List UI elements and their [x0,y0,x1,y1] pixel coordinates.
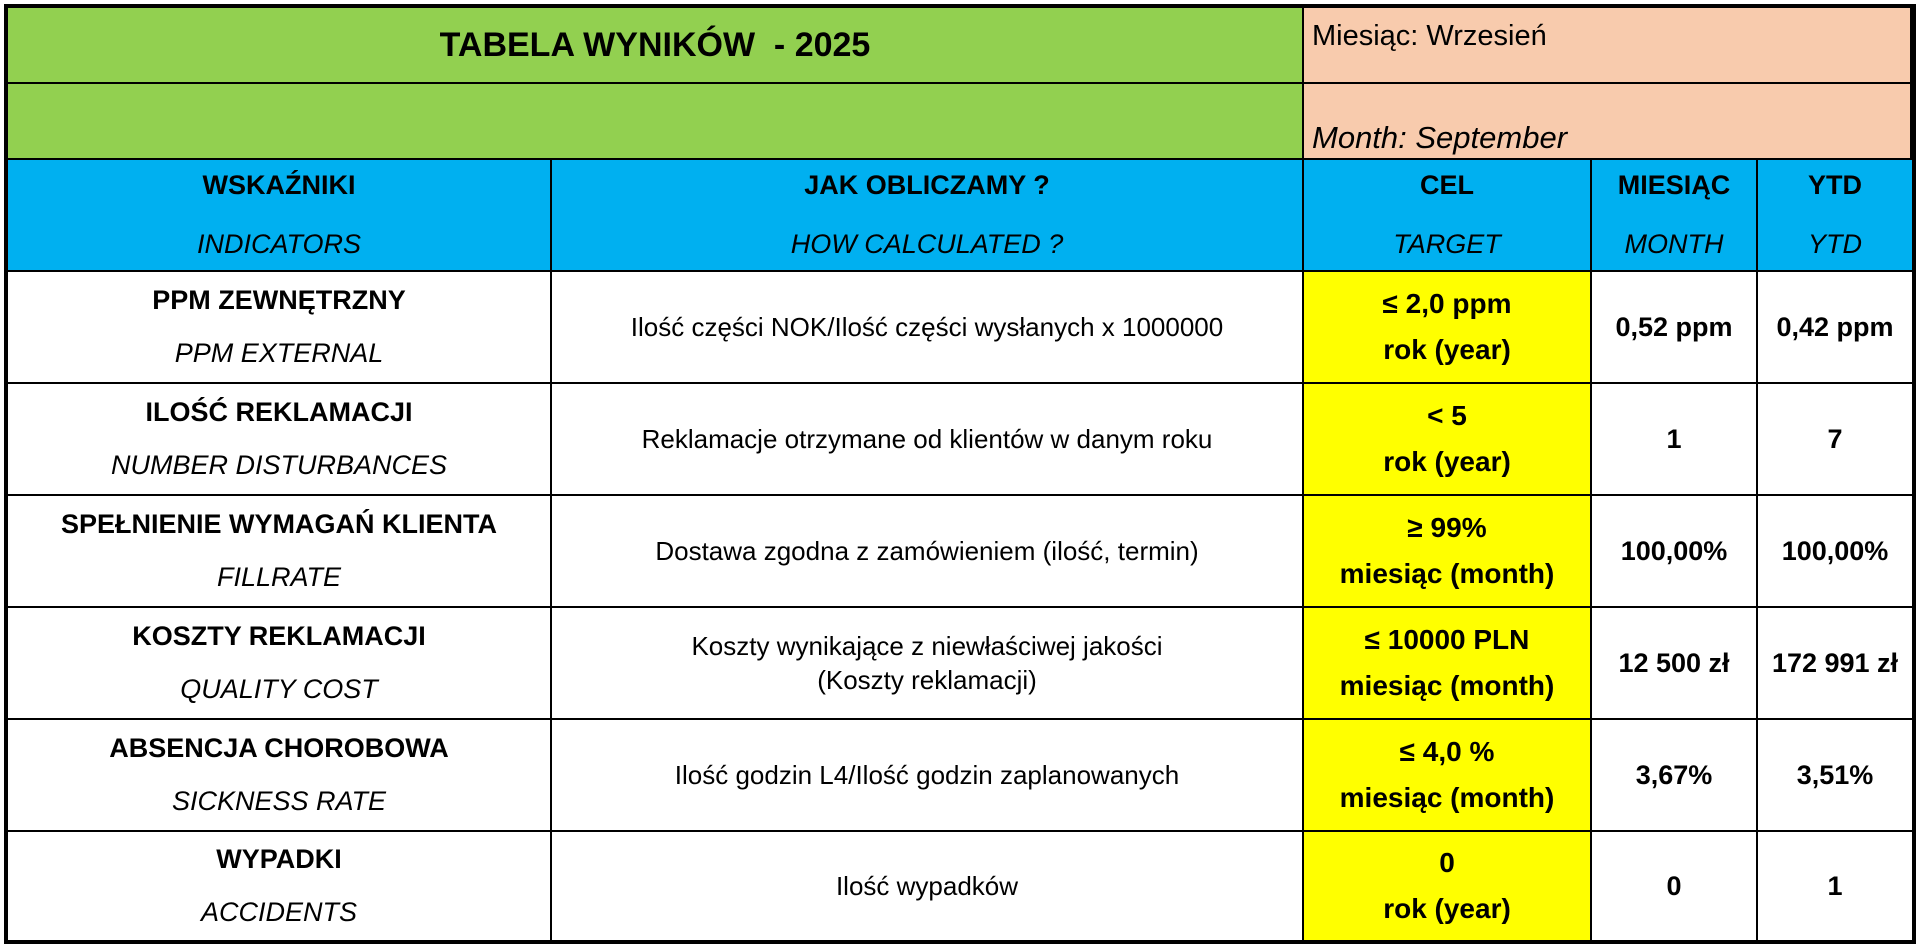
indicator-name-en: FILLRATE [216,562,342,592]
month-value: 12 500 zł [1618,647,1730,678]
target-cell [1304,720,1592,832]
target-value: < 5 [1427,400,1467,431]
header-calculation-en: HOW CALCULATED ? [790,229,1064,259]
target-cell [1304,272,1592,384]
calculation-line-2: (Koszty reklamacji) [817,665,1037,695]
header-ytd-pl: YTD [1808,170,1862,200]
month-value: 1 [1666,423,1682,454]
target-value: ≥ 99% [1407,512,1487,543]
indicator-name-en: PPM EXTERNAL [174,338,384,368]
indicator-cell [8,384,552,496]
month-pl-cell [1304,8,1912,84]
ytd-value: 100,00% [1781,535,1889,566]
calculation-line-1: Koszty wynikające z niewłaściwej jakości [691,631,1163,661]
header-indicators [8,160,552,272]
header-month [1592,160,1758,272]
header-month-pl: MIESIĄC [1617,170,1731,200]
month-value-cell [1592,496,1758,608]
target-cell [1304,496,1592,608]
month-value-cell [1592,832,1758,940]
calculation-cell [552,720,1304,832]
header-target-en: TARGET [1393,229,1501,259]
target-cell [1304,608,1592,720]
calculation-line-1: Reklamacje otrzymane od klientów w danym roku [641,424,1213,454]
indicator-name-pl: PPM ZEWNĘTRZNY [152,285,406,315]
header-month-en: MONTH [1624,229,1724,259]
indicator-name-pl: KOSZTY REKLAMACJI [132,621,426,651]
indicator-cell [8,272,552,384]
calculation-line-1: Dostawa zgodna z zamówieniem (ilość, termin) [655,536,1199,566]
indicator-name-en: QUALITY COST [180,674,378,704]
month-value: 100,00% [1620,535,1728,566]
target-value: 0 [1439,847,1455,878]
calculation-line-1: Ilość godzin L4/Ilość godzin zaplanowanych [674,760,1180,790]
month-value: 3,67% [1635,759,1713,790]
calculation-cell [552,384,1304,496]
target-cell [1304,384,1592,496]
header-calculation [552,160,1304,272]
indicator-name-pl: WYPADKI [216,844,342,874]
indicator-name-en: ACCIDENTS [200,897,357,927]
indicator-name-pl: SPEŁNIENIE WYMAGAŃ KLIENTA [60,509,497,539]
header-ytd [1758,160,1912,272]
ytd-value-cell [1758,496,1912,608]
indicator-name-en: NUMBER DISTURBANCES [110,450,448,480]
ytd-value: 7 [1827,423,1843,454]
indicator-cell [8,608,552,720]
header-indicators-pl: WSKAŹNIKI [202,170,356,200]
header-indicators-en: INDICATORS [196,229,362,259]
target-period: rok (year) [1383,446,1511,477]
target-value: ≤ 2,0 ppm [1382,288,1512,319]
target-period: miesiąc (month) [1339,670,1555,701]
indicator-cell [8,832,552,940]
header-calculation-pl: JAK OBLICZAMY ? [804,170,1050,200]
target-cell [1304,832,1592,940]
ytd-value-cell [1758,384,1912,496]
calculation-cell [552,832,1304,940]
target-value: ≤ 10000 PLN [1364,624,1530,655]
table-title-cell [8,8,1304,84]
ytd-value: 172 991 zł [1771,647,1899,678]
ytd-value-cell [1758,832,1912,940]
month-value-cell [1592,720,1758,832]
indicator-cell [8,720,552,832]
target-value: ≤ 4,0 % [1399,736,1495,767]
target-period: miesiąc (month) [1339,782,1555,813]
header-ytd-en: YTD [1808,229,1862,259]
month-value: 0,52 ppm [1615,311,1733,342]
target-period: miesiąc (month) [1339,558,1555,589]
calculation-cell [552,496,1304,608]
target-period: rok (year) [1383,334,1511,365]
month-value-cell [1592,272,1758,384]
ytd-value-cell [1758,720,1912,832]
header-target-pl: CEL [1420,170,1474,200]
header-target [1304,160,1592,272]
calculation-cell [552,608,1304,720]
ytd-value-cell [1758,272,1912,384]
calculation-line-1: Ilość części NOK/Ilość części wysłanych x 1000000 [630,312,1224,342]
ytd-value-cell [1758,608,1912,720]
target-period: rok (year) [1383,893,1511,924]
title-spacer-cell [8,84,1304,160]
indicator-name-pl: ABSENCJA CHOROBOWA [109,733,449,763]
ytd-value: 0,42 ppm [1776,311,1894,342]
results-table [4,4,1916,944]
ytd-value: 3,51% [1796,759,1874,790]
month-value-cell [1592,608,1758,720]
indicator-name-pl: ILOŚĆ REKLAMACJI [145,397,413,427]
ytd-value: 1 [1827,870,1843,901]
month-value-cell [1592,384,1758,496]
indicator-name-en: SICKNESS RATE [171,786,387,816]
calculation-line-1: Ilość wypadków [835,871,1019,901]
indicator-cell [8,496,552,608]
table-title: TABELA WYNIKÓW - 2025 [439,25,871,64]
calculation-cell [552,272,1304,384]
month-en-cell [1304,84,1912,160]
month-value: 0 [1666,870,1682,901]
month-label-pl: Miesiąc: Wrzesień [1312,20,1547,52]
month-label-en: Month: September [1312,120,1568,155]
